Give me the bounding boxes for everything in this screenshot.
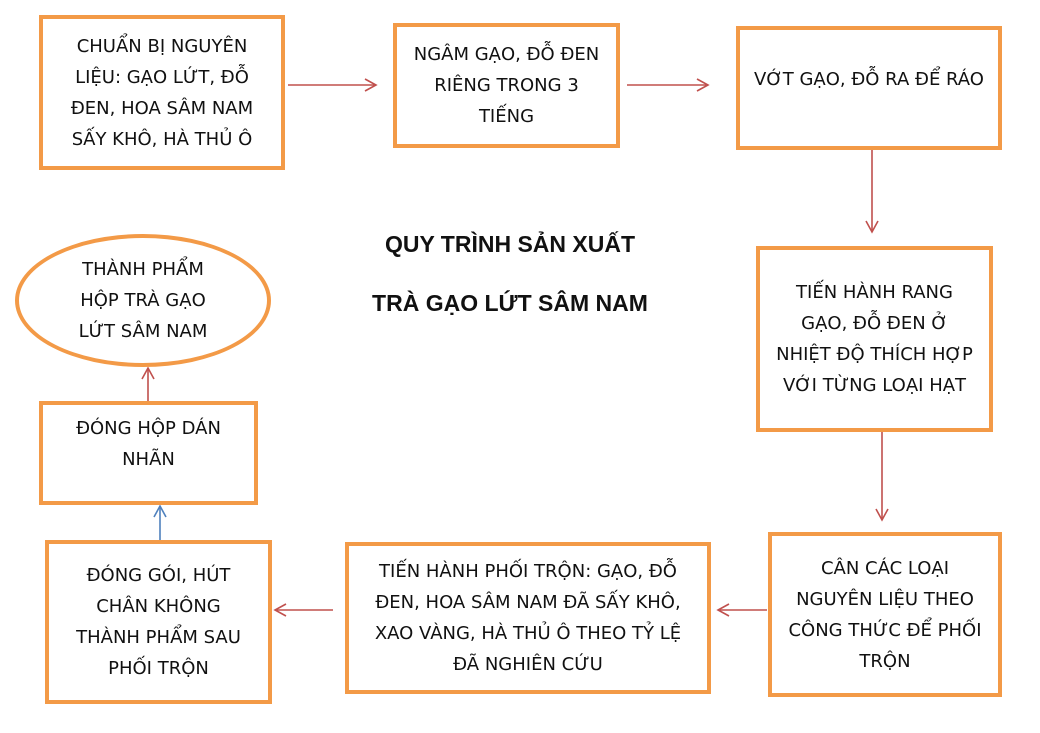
step-weigh: CÂN CÁC LOẠI NGUYÊN LIỆU THEO CÔNG THỨC ĐỂ PHỐI TRỘN xyxy=(768,532,1002,697)
step-mix: TIẾN HÀNH PHỐI TRỘN: GẠO, ĐỖ ĐEN, HOA SÂM NAM ĐÃ SẤY KHÔ, XAO VÀNG, HÀ THỦ Ô THEO TỶ LỆ ĐÃ NGHIÊN CỨU xyxy=(345,542,711,694)
step-vacuum-pack: ĐÓNG GÓI, HÚT CHÂN KHÔNG THÀNH PHẨM SAU PHỐI TRỘN xyxy=(45,540,272,704)
diagram-title-line2: TRÀ GẠO LỨT SÂM NAM xyxy=(372,290,648,316)
step-roast: TIẾN HÀNH RANG GẠO, ĐỖ ĐEN Ở NHIỆT ĐỘ THÍCH HỢP VỚI TỪNG LOẠI HẠT xyxy=(756,246,993,432)
step-soak-rice-beans: NGÂM GẠO, ĐỖ ĐEN RIÊNG TRONG 3 TIẾNG xyxy=(393,23,620,148)
step-prepare-ingredients: CHUẨN BỊ NGUYÊN LIỆU: GẠO LỨT, ĐỖ ĐEN, HOA SÂM NAM SẤY KHÔ, HÀ THỦ Ô xyxy=(39,15,285,170)
step-box-label: ĐÓNG HỘP DÁN NHÃN xyxy=(39,401,258,505)
diagram-title-line1: QUY TRÌNH SẢN XUẤT xyxy=(384,231,636,257)
step-drain: VỚT GẠO, ĐỖ RA ĐỂ RÁO xyxy=(736,26,1002,150)
final-product: THÀNH PHẨM HỘP TRÀ GẠO LỨT SÂM NAM xyxy=(15,234,271,367)
